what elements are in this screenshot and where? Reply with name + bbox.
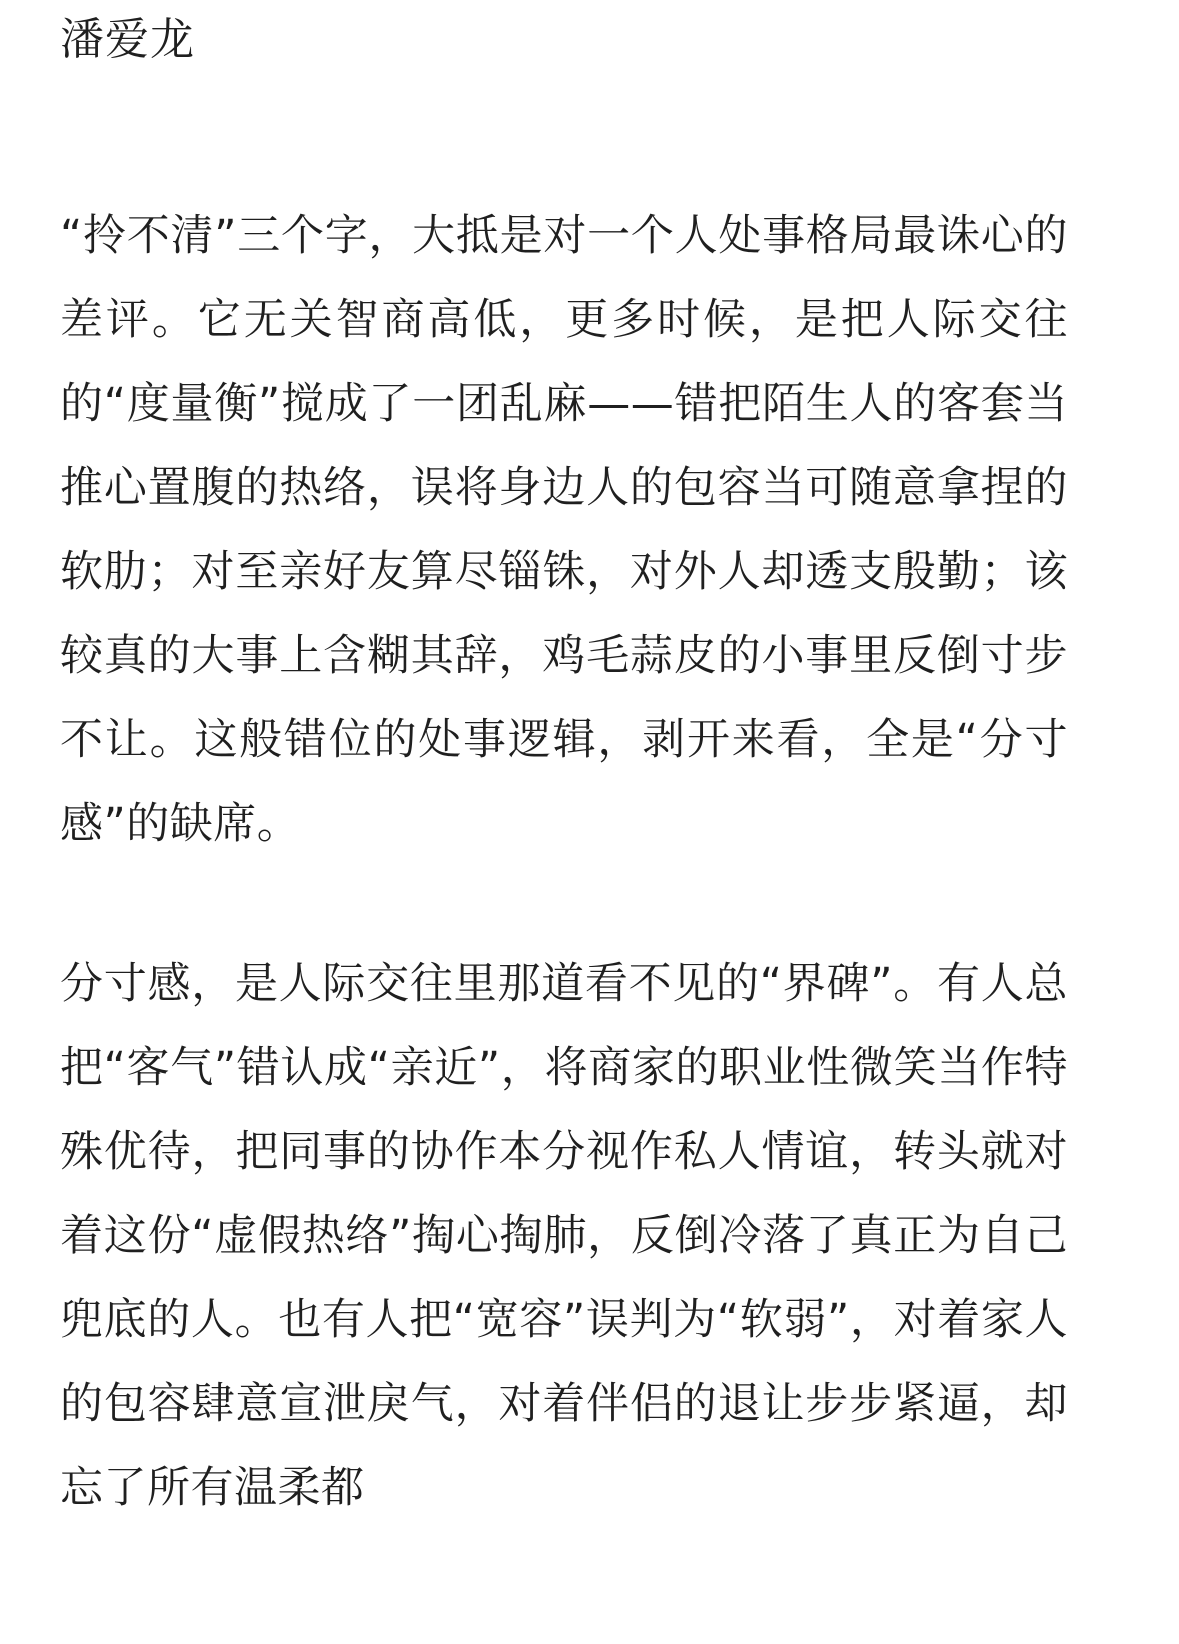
article-paragraph-2: 分寸感，是人际交往里那道看不见的“界碑”。有人总把“客气”错认成“亲近”，将商家的职业性微笑当作特殊优待，把同事的协作本分视作私人情谊，转头就对着这份“虚假热络”掏心掏肺，反倒冷落了真正为自己兜底的人。也有人把“宽容”误判为“软弱”，对着家人的包容肆意宣泄戾气，对着伴侣的退让步步紧逼，却忘了所有温柔都 xyxy=(60,959,1068,1513)
author-name: 潘爱龙 xyxy=(60,14,195,65)
article xyxy=(60,0,1068,1530)
article-paragraph-1: “拎不清”三个字，大抵是对一个人处事格局最诛心的差评。它无关智商高低，更多时候，是把人际交往的“度量衡”搅成了一团乱麻——错把陌生人的客套当推心置腹的热络，误将身边人的包容当可随意拿捏的软肋；对至亲好友算尽锱铢，对外人却透支殷勤；该较真的大事上含糊其辞，鸡毛蒜皮的小事里反倒寸步不让。这般错位的处事逻辑，剥开来看，全是“分寸感”的缺席。 xyxy=(60,211,1068,849)
